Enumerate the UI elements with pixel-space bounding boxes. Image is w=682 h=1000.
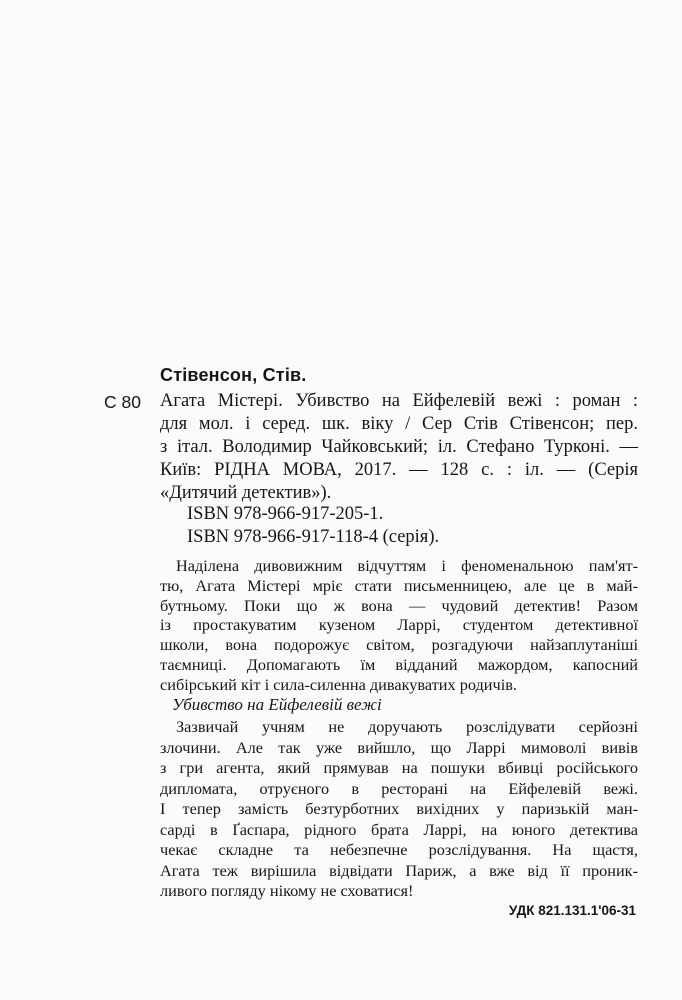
annotation-line: школи, вона подорожує світом, розгадуючи найзаплутаніші [160, 635, 638, 655]
isbn-line: ISBN 978-966-917-205-1. [187, 504, 384, 524]
annotation-line: із простакуватим кузеном Ларрі, студентом детективної [160, 615, 638, 635]
annotation-line: таємниці. Допомагають їм відданий мажордом, капосний [160, 654, 638, 674]
story-summary [160, 717, 638, 902]
annotation-line: тю, Агата Містері мріє стати письменницею, але це в май- [160, 575, 638, 595]
story-line: чекає складне та небезпечне розслідування. На щастя, [160, 840, 638, 859]
entry-line: «Дитячий детектив»). [160, 483, 332, 503]
annotation-line: Наділена дивовижним відчуттям і феноменальною пам'ят- [176, 556, 638, 575]
entry-line: з італ. Володимир Чайковський; іл. Стефано Турконі. — [160, 437, 638, 457]
entry-line: для мол. і серед. шк. віку / Сер Стів Стівенсон; пер. [160, 414, 638, 434]
entry-line: Агата Містері. Убивство на Ейфелевій вежі : роман : [160, 391, 638, 411]
story-line: злочини. Але так уже вийшло, що Ларрі мимоволі вивів [160, 737, 638, 757]
entry-line: Київ: РІДНА МОВА, 2017. — 128 с. : іл. — (Серія [160, 460, 638, 480]
story-line: з гри агента, який прямував на пошуки вбивці російського [160, 758, 638, 777]
story-line: Зазвичай учням не доручають розслідувати серйозні [176, 717, 638, 736]
author-heading: Стівенсон, Стів. [160, 365, 307, 385]
story-line: сарді в Ґаспара, рідного брата Ларрі, на юного детектива [160, 819, 638, 839]
annotation-line: сибірський кіт і сила-силенна дивакуватих родичів. [160, 674, 517, 694]
story-line: І тепер замість безтурботних вихідних у паризькій ман- [160, 799, 638, 818]
bibliographic-entry [160, 390, 638, 505]
story-line: ливого погляду нікому не сховатися! [160, 881, 414, 900]
classification-code: С 80 [104, 392, 141, 412]
annotation-line: бутньому. Поки що ж вона — чудовий детектив! Разом [160, 595, 638, 615]
udk-code: УДК 821.131.1'06-31 [508, 903, 636, 918]
story-line: дипломата, отруєного в ресторані на Ейфелевій вежі. [160, 778, 638, 798]
isbn-block [187, 503, 439, 549]
story-line: Агата теж вирішила відвідати Париж, а вже від її проник- [160, 860, 638, 880]
isbn-line: ISBN 978-966-917-118-4 (серія). [187, 527, 440, 547]
book-subtitle: Убивство на Ейфелевій вежі [172, 695, 382, 714]
annotation [160, 556, 638, 695]
